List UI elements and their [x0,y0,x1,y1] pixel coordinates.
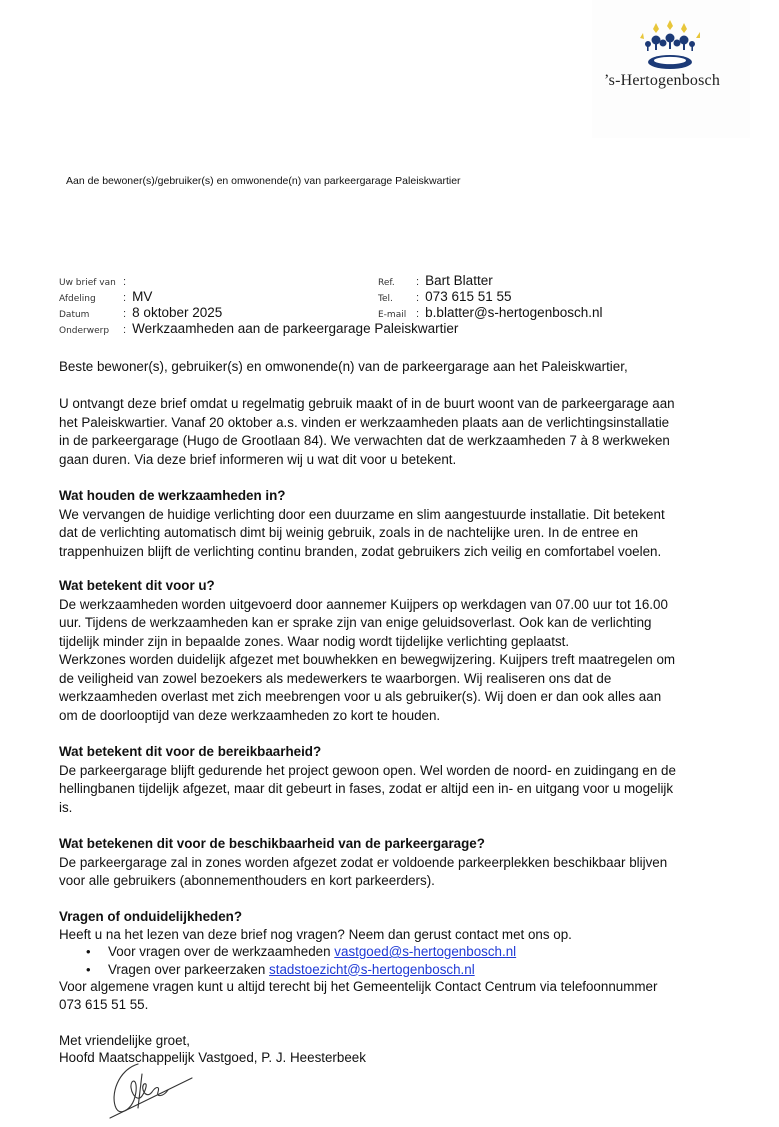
section-questions [59,908,739,1013]
logo-city-name: ’s-Hertogenbosch [604,72,721,89]
intro-line: U ontvangt deze brief omdat u regelmatig gebruik maakt of in de buurt woont van de parkeergarage aan [59,396,675,411]
section-what-works [59,487,739,561]
section-line: voor alle gebruikers (abonnementhouders en kort parkeerders). [59,873,435,888]
contact-list [59,943,739,978]
section-line: trappenhuizen blijft de verlichting continu branden, zodat gebruikers zich veilig en comfortabel voelen. [59,543,662,559]
meta-value: b.blatter@s-hertogenbosch.nl [425,305,603,320]
meta-label: E-mail [378,310,407,320]
section-heading: Wat betekent dit voor de bereikbaarheid? [59,744,322,759]
meta-row-your-letter [59,273,132,289]
section-what-it-means [59,577,739,725]
general-questions-line: Voor algemene vragen kunt u altijd terecht bij het Gemeentelijk Contact Centrum via telefoonnummer [59,979,658,994]
meta-label: Datum [59,310,90,320]
section-line: de veiligheid van zowel bezoekers als medewerkers te waarborgen. Wij realiseren ons dat de [59,670,612,686]
meta-colon: : [123,324,133,336]
municipality-logo [592,0,750,138]
contact-item-works [86,943,739,961]
meta-label: Afdeling [59,294,96,304]
section-line: werkzaamheden overlast met zich meebrengen voor u als gebruiker(s). Wij doen er dan ook alles aan [59,689,662,704]
meta-row-phone [378,289,512,305]
contact-item-text: Vragen over parkeerzaken [108,961,270,977]
section-line: De parkeergarage zal in zones worden afgezet zodat er voldoende parkeerplekken beschikbaar blijven [59,854,668,870]
section-line: tijdelijk minder zijn in bepaalde zones. Waar nodig wordt tijdelijke verlichting geplaatst. [59,633,570,649]
meta-value: 8 oktober 2025 [132,305,223,320]
meta-colon: : [123,276,133,288]
closing-signatory: Hoofd Maatschappelijk Vastgoed, P. J. Heesterbeek [59,1050,366,1065]
section-line: is. [59,799,73,815]
section-accessibility [59,743,739,817]
intro-line: gaan duren. Via deze brief informeren wij u wat dit voor u betekent. [59,451,457,467]
section-line: Werkzones worden duidelijk afgezet met bouwhekken en bewegwijzering. Kuijpers treft maatregelen om [59,652,676,667]
meta-row-email [378,305,602,321]
meta-value: 073 615 51 55 [425,289,512,304]
section-line: uur. Tijdens de werkzaamheden kan er sprake zijn van enige geluidsoverlast. Ook kan de verlichting [59,615,652,630]
meta-row-date [59,305,222,321]
meta-label: Tel. [378,294,393,304]
section-line: De werkzaamheden worden uitgevoerd door aannemer Kuijpers op werkdagen van 07.00 uur tot 16.00 [59,596,668,612]
section-line: dat de verlichting automatisch dimt bij weinig gebruik, zoals in de nachtelijke uren. In de entree en [59,525,639,540]
meta-value: Bart Blatter [425,273,493,288]
meta-label: Ref. [378,278,395,288]
questions-intro: Heeft u na het lezen van deze brief nog vragen? Neem dan gerust contact met ons op. [59,926,572,942]
meta-row-ref [378,273,493,289]
signature-icon [108,1060,198,1120]
meta-value: Werkzaamheden aan de parkeergarage Paleiskwartier [132,321,459,336]
addressee-line: Aan de bewoner(s)/gebruiker(s) en omwonende(n) van parkeergarage Paleiskwartier [66,175,461,187]
contact-item-text: Voor vragen over de werkzaamheden [108,944,335,959]
section-line: om de doorlooptijd van deze werkzaamheden zo kort te houden. [59,707,441,723]
closing-greeting: Met vriendelijke groet, [59,1033,190,1048]
meta-label: Onderwerp [59,326,110,336]
contact-item-parking [86,961,739,979]
section-heading: Wat betekenen dit voor de beschikbaarheid van de parkeergarage? [59,836,485,851]
email-link-stadstoezicht[interactable]: stadstoezicht@s-hertogenbosch.nl [269,961,475,977]
section-heading: Vragen of onduidelijkheden? [59,909,243,924]
meta-row-department [59,289,152,305]
meta-label: Uw brief van [59,278,116,288]
section-heading: Wat houden de werkzaamheden in? [59,488,286,503]
meta-colon: : [123,308,133,320]
salutation [59,358,739,377]
meta-colon: : [416,308,426,320]
meta-colon: : [416,276,426,288]
section-line: De parkeergarage blijft gedurende het project gewoon open. Wel worden de noord- en zuidingang en de [59,762,676,778]
section-availability [59,835,739,891]
intro-paragraph [59,395,739,469]
salutation-text: Beste bewoner(s), gebruiker(s) en omwonende(n) van de parkeergarage aan het Paleiskwartier, [59,359,628,374]
section-line: hellingbanen tijdelijk afgezet, maar dit gebeurt in fases, zodat er altijd een in- en uitgang voor u mogelijk [59,781,674,796]
section-heading: Wat betekent dit voor u? [59,578,215,593]
meta-row-subject [59,321,458,337]
section-line: We vervangen de huidige verlichting door een duurzame en slim aangestuurde installatie. Dit betekent [59,506,665,522]
meta-colon: : [416,292,426,304]
general-questions-line: 073 615 51 55. [59,996,149,1012]
crown-trees-logo-icon [636,20,704,70]
email-link-vastgoed[interactable]: vastgoed@s-hertogenbosch.nl [334,944,517,959]
meta-value: MV [132,289,153,304]
intro-line: het Paleiskwartier. Vanaf 20 oktober a.s. vinden er werkzaamheden plaats aan de verlichtingsinstallatie [59,414,670,430]
intro-line: in de parkeergarage (Hugo de Grootlaan 84). We verwachten dat de werkzaamheden 7 à 8 werkweken [59,433,670,448]
meta-colon: : [123,292,133,304]
